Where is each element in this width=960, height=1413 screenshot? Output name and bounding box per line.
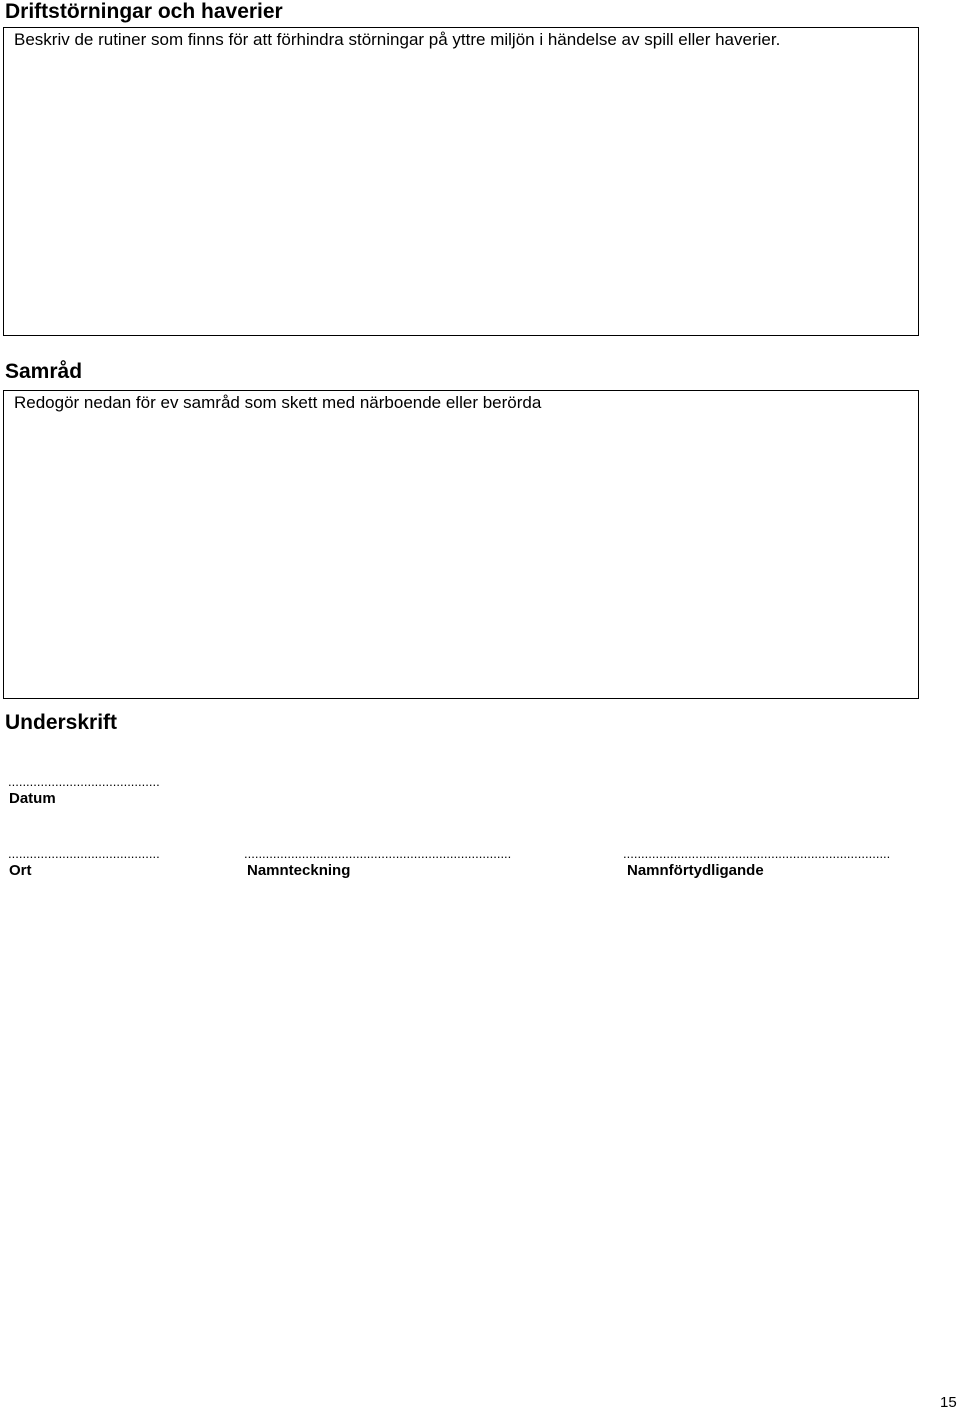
ort-signature-line[interactable]: .......................................... <box>8 847 160 861</box>
section-title-underskrift: Underskrift <box>5 711 118 734</box>
ort-label: Ort <box>9 862 32 879</box>
namnteckning-signature-line[interactable]: .......................................................................... <box>244 847 512 861</box>
namnfortydligande-label: Namnförtydligande <box>627 862 764 879</box>
datum-signature-line[interactable]: .......................................... <box>8 775 160 789</box>
namnteckning-label: Namnteckning <box>247 862 351 879</box>
namnfortydligande-signature-line[interactable]: .......................................................................... <box>623 847 891 861</box>
section-title-samrad: Samråd <box>5 360 83 383</box>
driftstorningar-instruction: Beskriv de rutiner som finns för att förhindra störningar på yttre miljön i händelse av spill eller haverier. <box>14 30 781 49</box>
datum-label: Datum <box>9 790 56 807</box>
samrad-text-area[interactable] <box>3 390 919 699</box>
driftstorningar-text-area[interactable] <box>3 27 919 336</box>
samrad-instruction: Redogör nedan för ev samråd som skett med närboende eller berörda <box>14 393 542 412</box>
section-title-driftstorningar: Driftstörningar och haverier <box>5 0 283 23</box>
page-number: 15 <box>940 1394 957 1411</box>
